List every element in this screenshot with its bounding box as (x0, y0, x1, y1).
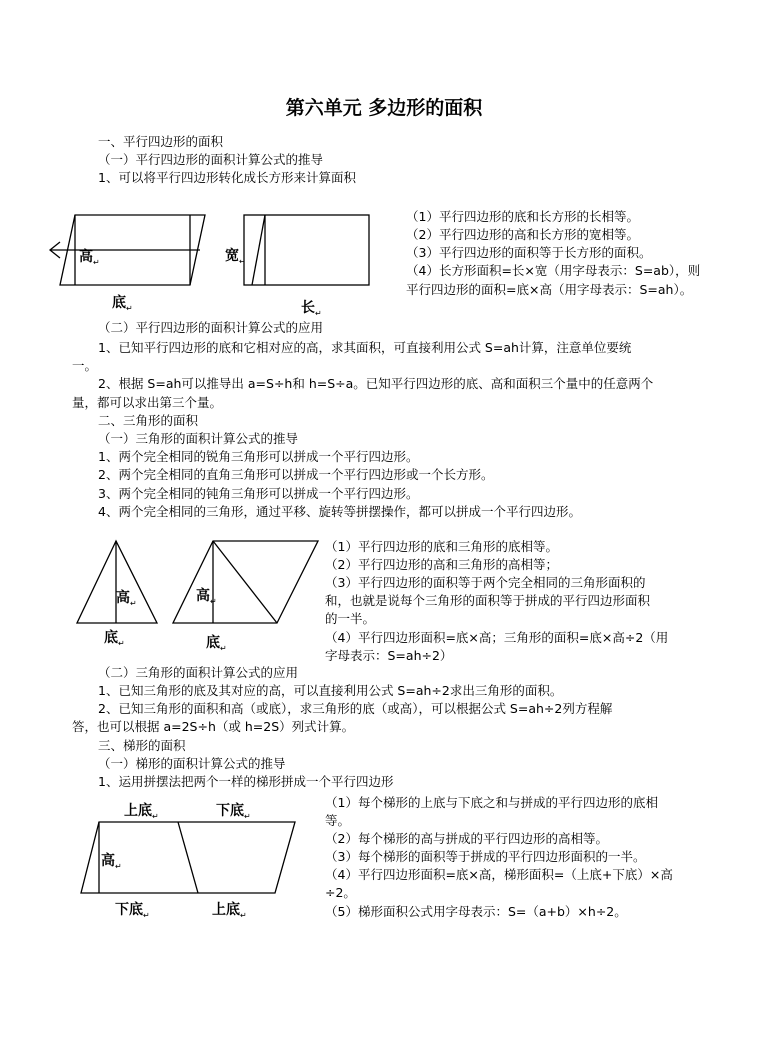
paragraph: 2、根据 S=ah可以推导出 a=S÷h和 h=S÷a。已知平行四边形的底、高和面积三个量中的任意两个 (98, 376, 654, 391)
parallelogram-figure (45, 208, 215, 290)
note-line: （2）平行四边形的高和三角形的高相等； (325, 557, 558, 572)
triangle-figure (72, 538, 162, 628)
note-line: （4）长方形面积=长×宽（用字母表示：S=ab），则 (406, 263, 701, 278)
list-item: 1、两个完全相同的锐角三角形可以拼成一个平行四边形。 (98, 449, 419, 464)
paragraph-parallelogram-to-rectangle: 1、可以将平行四边形转化成长方形来计算面积 (98, 170, 356, 185)
note-line: （2）每个梯形的高与拼成的平行四边形的高相等。 (325, 831, 608, 846)
figure-label-bottom-base: 下底$_↵$ (216, 803, 251, 821)
figure-label-width: 宽$_↵$ (225, 248, 246, 266)
paragraph: 1、已知三角形的底及其对应的高，可以直接利用公式 S=ah÷2求出三角形的面积。 (98, 683, 563, 698)
figure-label-base: 底$_↵$ (206, 635, 227, 653)
triangle-parallelogram-figure (168, 538, 323, 628)
figure-label-height: 高$_↵$ (79, 249, 100, 267)
figure-label-base: 底$_↵$ (104, 630, 125, 648)
note-line: （3）每个梯形的面积等于拼成的平行四边形面积的一半。 (325, 849, 646, 864)
list-item: 4、两个完全相同的三角形，通过平移、旋转等拼摆操作，都可以拼成一个平行四边形。 (98, 504, 581, 519)
paragraph: 1、已知平行四边形的底和它相对应的高，求其面积，可直接利用公式 S=ah计算，注意单位要统 (98, 340, 632, 355)
figure-label-base: 底$_↵$ (112, 295, 133, 313)
note-line: （1）每个梯形的上底与下底之和与拼成的平行四边形的底相 (325, 795, 658, 810)
note-line: （2）平行四边形的高和长方形的宽相等。 (406, 227, 639, 242)
subheading-parallelogram-application: （二）平行四边形的面积计算公式的应用 (98, 320, 324, 335)
note-line: 的一半。 (325, 611, 376, 626)
figure-label-length: 长$_↵$ (301, 300, 322, 318)
section-heading-parallelogram: 一、平行四边形的面积 (98, 134, 224, 149)
figure-label-height: 高$_↵$ (116, 590, 137, 608)
note-line: （1）平行四边形的底和三角形的底相等。 (325, 539, 558, 554)
note-line: ÷2。 (325, 885, 356, 900)
subheading-triangle-application: （二）三角形的面积计算公式的应用 (98, 665, 299, 680)
subheading-trapezoid-derivation: （一）梯形的面积计算公式的推导 (98, 756, 286, 771)
subheading-parallelogram-derivation: （一）平行四边形的面积计算公式的推导 (98, 152, 324, 167)
figure-label-top-base: 上底$_↵$ (212, 902, 247, 920)
note-line: 和，也就是说每个三角形的面积等于拼成的平行四边形面积 (325, 593, 651, 608)
paragraph: 量，都可以求出第三个量。 (72, 395, 223, 410)
figure-label-height: 高$_↵$ (196, 588, 217, 606)
list-item: 3、两个完全相同的钝角三角形可以拼成一个平行四边形。 (98, 486, 419, 501)
subheading-triangle-derivation: （一）三角形的面积计算公式的推导 (98, 431, 299, 446)
section-heading-triangle: 二、三角形的面积 (98, 413, 199, 428)
figure-label-height: 高$_↵$ (101, 853, 122, 871)
note-line: （3）平行四边形的面积等于长方形的面积。 (406, 245, 652, 260)
page-title: 第六单元 多边形的面积 (285, 97, 483, 119)
figure-label-top-base: 上底$_↵$ (124, 803, 159, 821)
note-line: 等。 (325, 813, 351, 828)
paragraph: 一。 (72, 358, 98, 373)
note-line: （4）平行四边形面积=底×高，梯形面积=（上底+下底）×高 (325, 867, 673, 882)
paragraph: 2、已知三角形的面积和高（或底），求三角形的底（或高），可以根据公式 S=ah÷2列方程解 (98, 701, 613, 716)
note-line: 平行四边形的面积=底×高（用字母表示：S=ah）。 (406, 282, 693, 297)
rectangle-figure (238, 208, 373, 290)
note-line: （5）梯形面积公式用字母表示：S=（a+b）×h÷2。 (325, 904, 627, 919)
section-heading-trapezoid: 三、梯形的面积 (98, 738, 186, 753)
note-line: 字母表示：S=ah÷2） (325, 648, 453, 663)
figure-label-bottom-base: 下底$_↵$ (115, 902, 150, 920)
note-line: （1）平行四边形的底和长方形的长相等。 (406, 209, 639, 224)
list-item: 2、两个完全相同的直角三角形可以拼成一个平行四边形或一个长方形。 (98, 467, 494, 482)
paragraph: 1、运用拼摆法把两个一样的梯形拼成一个平行四边形 (98, 774, 394, 789)
note-line: （4）平行四边形面积=底×高；三角形的面积=底×高÷2（用 (325, 630, 669, 645)
note-line: （3）平行四边形的面积等于两个完全相同的三角形面积的 (325, 575, 646, 590)
paragraph: 答，也可以根据 a=2S÷h（或 h=2S）列式计算。 (72, 719, 355, 734)
